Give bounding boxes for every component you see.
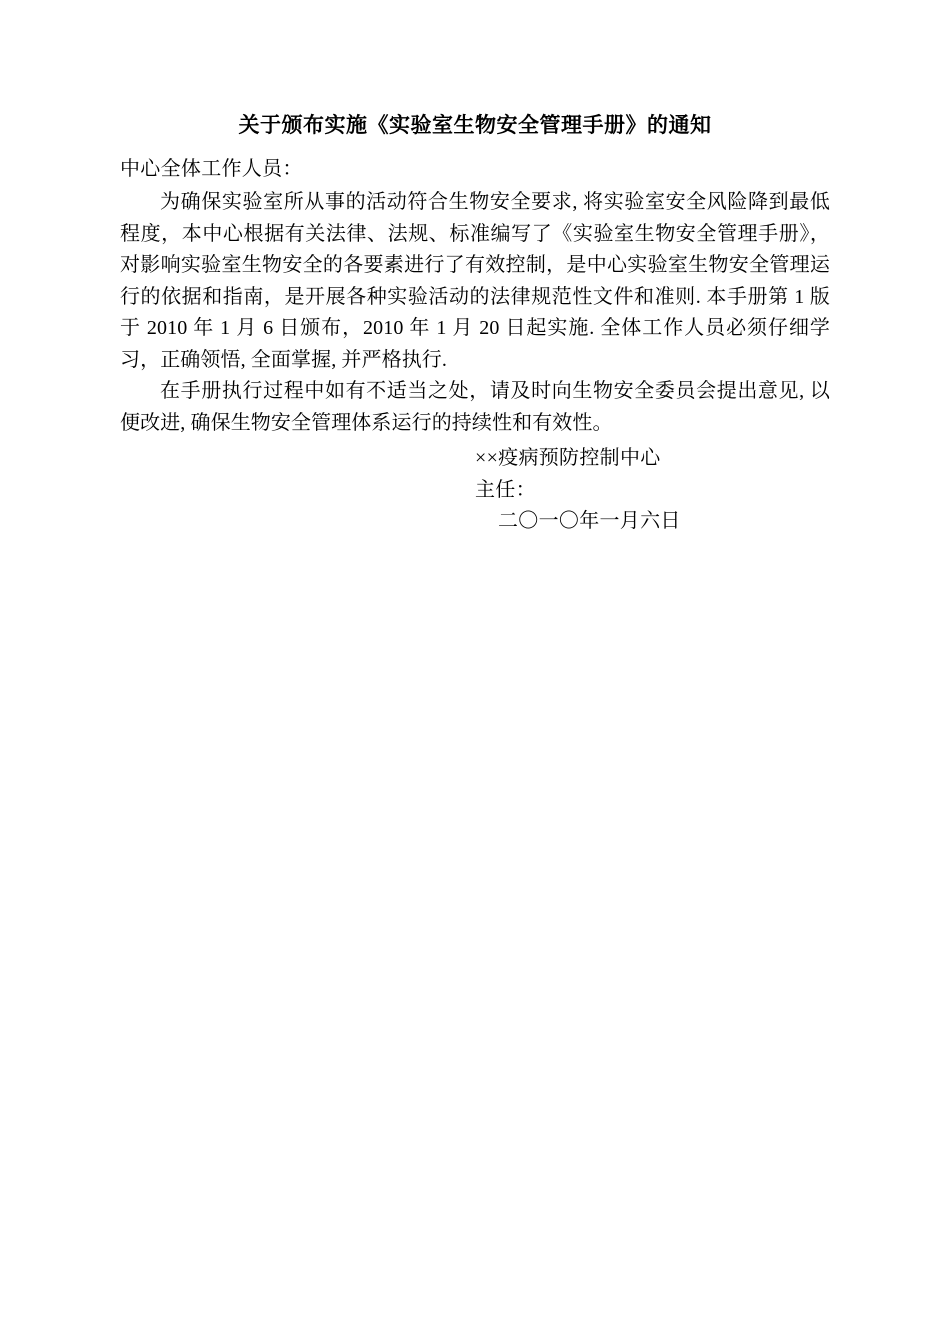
page-title: 关于颁布实施《实验室生物安全管理手册》的通知 (238, 113, 712, 137)
salutation: 中心全体工作人员： (120, 158, 303, 180)
signature-date: 二〇一〇年一月六日 (498, 510, 681, 532)
body-paragraph-1: 为确保实验室所从事的活动符合生物安全要求, 将实验室安全风险降到最低程度，本中心根据有关法律、法规、标准编写了《实验室生物安全管理手册》，对影响实验室生物安全的各要素进行了有效控制，是中心实验室生物安全管理运行的依据和指南，是开展各种实验活动的法律规范性文件和准则. 本手册第 1 版于 2010 年 1 月 6 日颁布，2010 年 1 月 20 日起实施. 全体工作人员必须仔细学习，正确领悟, 全面掌握, 并严格执行. (120, 191, 830, 371)
signature-block (120, 443, 830, 538)
signature-organization: ××疫病预防控制中心 (475, 447, 661, 469)
signature-role: 主任： (475, 478, 536, 501)
body-paragraph-2: 在手册执行过程中如有不适当之处，请及时向生物安全委员会提出意见, 以便改进, 确保生物安全管理体系运行的持续性和有效性。 (120, 380, 830, 434)
